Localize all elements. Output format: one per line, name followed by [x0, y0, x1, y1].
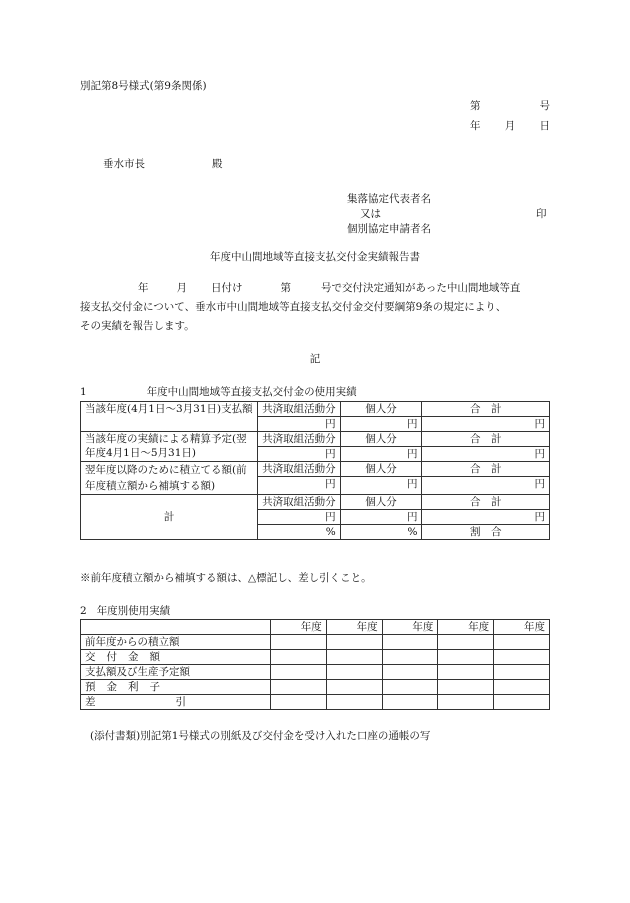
col-kojin: 個人分 [340, 432, 422, 447]
body-line1-rest: 号で交付決定通知があった中山間地域等直 [321, 282, 521, 294]
col-gokei: 合 計 [422, 432, 550, 447]
row-label: 交付金額 [81, 650, 271, 665]
col-gokei: 合 計 [422, 402, 550, 417]
percent-cell: % [340, 525, 422, 540]
form-number-label: 別記第8号様式(第9条関係) [80, 80, 207, 92]
section2-title: 年度別使用実績 [96, 605, 171, 617]
honorific: 殿 [212, 158, 223, 170]
body-year: 年 [138, 282, 149, 294]
table-row [81, 695, 550, 710]
section1-title: 年度中山間地域等直接支払交付金の使用実績 [146, 386, 357, 398]
col-kyodo: 共済取組活動分 [258, 462, 341, 477]
table-row [81, 680, 550, 695]
row-label: 差引 [81, 695, 271, 710]
year-header: 年度 [438, 620, 494, 635]
individual-applicant-label: 個別協定申請者名 [347, 223, 431, 235]
table-row [81, 620, 550, 635]
yen-cell: 円 [340, 417, 422, 432]
table-row [81, 665, 550, 680]
table-row [81, 635, 550, 650]
table-row [81, 462, 550, 477]
yen-cell: 円 [422, 417, 550, 432]
col-kyodo: 共済取組活動分 [258, 495, 341, 510]
row-label: 預金利子 [81, 680, 271, 695]
go-label: 号 [539, 100, 550, 112]
body-text [80, 279, 560, 336]
row-label-current-year: 当該年度(4月1日～3月31日)支払額 [81, 402, 258, 432]
document-title: 年度中山間地域等直接支払交付金実績報告書 [210, 251, 420, 263]
year-header: 年度 [271, 620, 327, 635]
table-row [81, 495, 550, 510]
attachment-note: (添付書類)別記第1号様式の別紙及び交付金を受け入れた口座の通帳の写 [90, 730, 431, 742]
section1-heading [80, 385, 357, 399]
yen-cell: 円 [340, 510, 422, 525]
mayor-name: 垂水市長 [103, 158, 145, 170]
note-text: ※前年度積立額から補填する額は、△標記し、差し引くこと。 [80, 572, 372, 584]
header-blank [81, 620, 271, 635]
row-label-total: 計 [81, 495, 258, 540]
month-label: 月 [504, 120, 516, 132]
yen-cell: 円 [258, 510, 341, 525]
yen-cell: 円 [340, 477, 422, 495]
yearly-results-table [80, 619, 550, 710]
or-label: 又は [360, 208, 381, 220]
ki-heading: 記 [309, 353, 321, 365]
document-number [470, 99, 550, 113]
section2-heading [80, 604, 170, 618]
document-date [470, 119, 550, 133]
col-kojin: 個人分 [340, 462, 422, 477]
dai-label: 第 [470, 100, 481, 112]
addressee [103, 157, 223, 171]
row-label: 前年度からの積立額 [81, 635, 271, 650]
body-line-2: 接支払交付金について、垂水市中山間地域等直接支払交付金交付要綱第9条の規定により、 [80, 301, 507, 313]
yen-cell: 円 [258, 447, 341, 462]
year-label: 年 [470, 120, 481, 132]
year-header: 年度 [382, 620, 438, 635]
row-label: 支払額及び生産予定額 [81, 665, 271, 680]
yen-cell: 円 [258, 417, 341, 432]
col-gokei: 合 計 [422, 495, 550, 510]
day-label: 日 [539, 120, 550, 132]
usage-results-table [80, 401, 550, 540]
yen-cell: 円 [422, 447, 550, 462]
year-header: 年度 [326, 620, 382, 635]
body-line-3: その実績を報告します。 [80, 320, 195, 332]
body-month: 月 [176, 282, 187, 294]
table-row [81, 650, 550, 665]
yen-cell: 円 [422, 477, 550, 495]
representative-label: 集落協定代表者名 [347, 193, 431, 205]
yen-cell: 円 [340, 447, 422, 462]
yen-cell: 円 [422, 510, 550, 525]
body-date-suffix: 日付け [211, 282, 243, 294]
row-label-reserve: 翌年度以降のために積立てる額(前年度積立額から補填する額) [81, 462, 258, 495]
yen-cell: 円 [258, 477, 341, 495]
body-dai: 第 [280, 282, 291, 294]
section1-number: 1 [80, 386, 87, 398]
year-header: 年度 [494, 620, 550, 635]
col-kojin: 個人分 [340, 402, 422, 417]
seal-mark: 印 [536, 208, 547, 220]
ratio-cell: 割 合 [422, 525, 550, 540]
col-kyodo: 共済取組活動分 [258, 402, 341, 417]
percent-cell: % [258, 525, 341, 540]
table-row [81, 402, 550, 417]
col-kyodo: 共済取組活動分 [258, 432, 341, 447]
table-row [81, 432, 550, 447]
row-label-settlement: 当該年度の実績による精算予定(翌年度4月1日～5月31日) [81, 432, 258, 462]
body-line-1 [80, 279, 560, 298]
col-gokei: 合 計 [422, 462, 550, 477]
section2-number: 2 [80, 605, 87, 617]
col-kojin: 個人分 [340, 495, 422, 510]
